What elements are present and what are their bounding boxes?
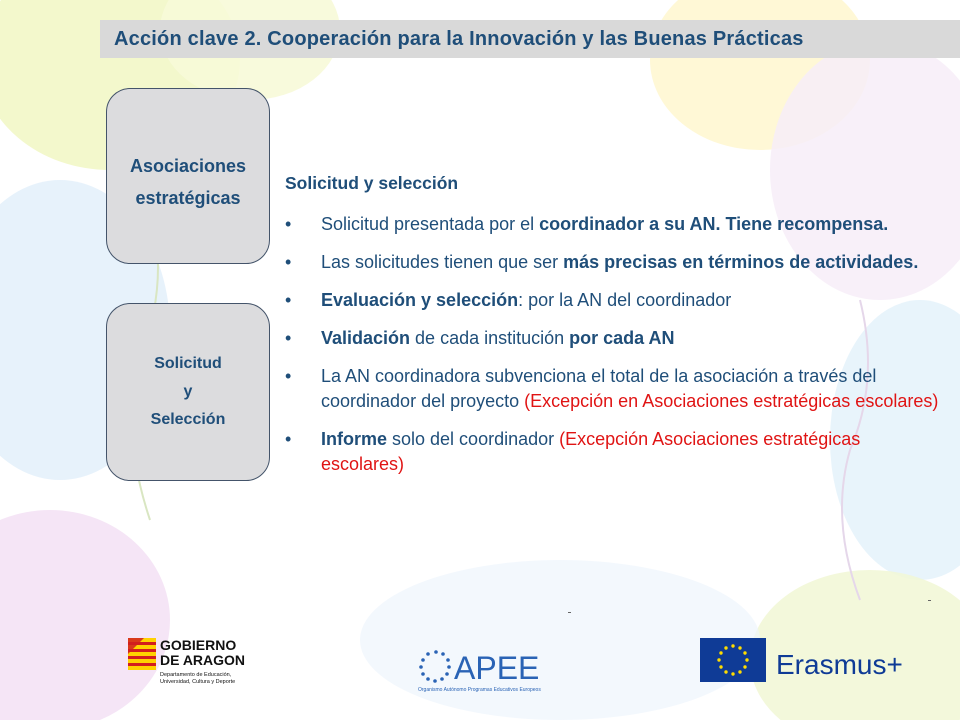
bullet-text-bold: coordinador a su AN. Tiene recompensa. [539, 214, 889, 234]
content-heading: Solicitud y selección [285, 173, 459, 193]
bullet-text: solo del coordinador [387, 429, 560, 449]
gobierno-aragon-logo [126, 634, 266, 692]
solicitud-seleccion-box [106, 303, 270, 481]
bullet-item [285, 212, 945, 237]
box-label-line2: estratégicas [135, 188, 241, 208]
bullet-item [285, 364, 945, 414]
bullet-text: Solicitud presentada por el [321, 214, 540, 234]
bullet-text-bold: más precisas en términos de actividades. [563, 252, 919, 272]
bullet-text: : por la AN del coordinador [518, 290, 732, 310]
bullet-text-exception: (Excepción en Asociaciones estratégicas escolares) [524, 391, 939, 411]
bullet-text-exception: (Excepción Asociaciones estratégicas escolares) [321, 429, 861, 474]
bullet-text: de cada institución [410, 328, 570, 348]
apee-logo [418, 646, 572, 694]
bullet-text-bold: Validación [321, 328, 411, 348]
box-label-line1: Asociaciones [129, 156, 247, 176]
logo-line1: GOBIERNO [160, 637, 237, 653]
content-area [285, 173, 945, 490]
box-label-line3: Selección [150, 411, 226, 428]
apee-wordmark: APEE [454, 650, 540, 686]
aragon-flag-icon [128, 638, 156, 670]
divider [928, 600, 931, 601]
bullet-marker: • [285, 252, 292, 272]
asociaciones-estrategicas-box [106, 88, 270, 264]
bullet-item [285, 250, 945, 275]
bullet-text-bold: Evaluación y selección [321, 290, 519, 310]
slide-title: Acción clave 2. Cooperación para la Innovación y las Buenas Prácticas [114, 28, 804, 50]
logo-sub2: Universidad, Cultura y Deporte [160, 679, 236, 685]
bullet-marker: • [285, 366, 292, 386]
bullet-marker: • [285, 290, 292, 310]
divider [568, 612, 571, 613]
erasmus-wordmark: Erasmus+ [776, 649, 903, 680]
title-bar [100, 20, 960, 58]
bullet-item [285, 288, 945, 313]
logo-line2: DE ARAGON [160, 652, 246, 668]
box-label-line1: Solicitud [154, 355, 222, 372]
bullet-text: Las solicitudes tienen que ser [321, 252, 564, 272]
bullet-marker: • [285, 214, 292, 234]
bullet-text-bold: por cada AN [569, 328, 675, 348]
bullet-item [285, 326, 945, 351]
logo-sub1: Departamento de Educación, [160, 672, 232, 678]
bullet-marker: • [285, 328, 292, 348]
apee-subtitle: Organismo Autónomo Programas Educativos Europeos [418, 687, 541, 693]
bullet-marker: • [285, 429, 292, 449]
bullet-text-bold: Informe [321, 429, 388, 449]
bullet-text: La AN coordinadora subvenciona el total de la asociación a través del coordinador del proyecto [321, 366, 877, 411]
star-ring-icon [419, 650, 451, 683]
bullet-item [285, 427, 945, 477]
box-label-line2: y [183, 383, 193, 400]
erasmus-plus-logo [700, 638, 920, 684]
